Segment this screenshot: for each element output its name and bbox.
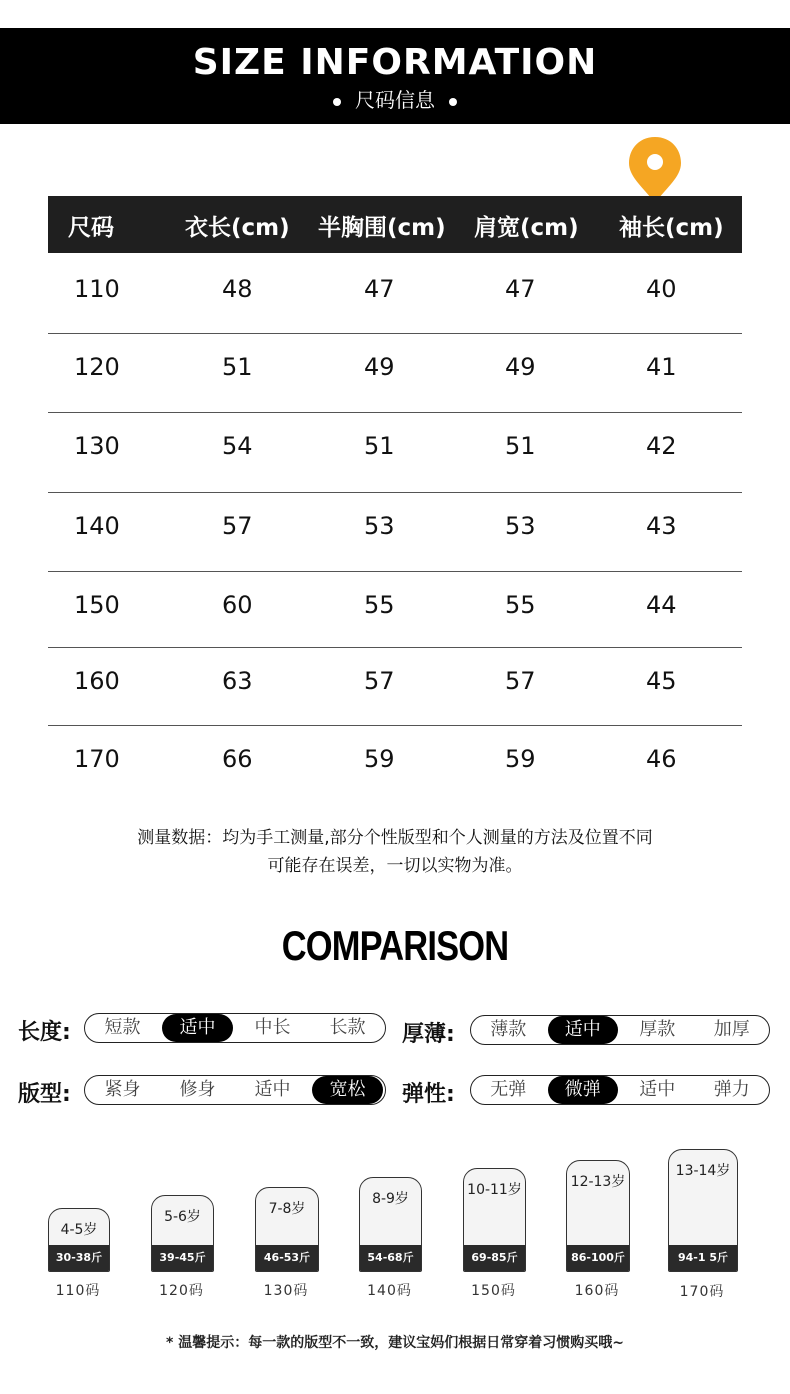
attribute-option: 适中 bbox=[162, 1014, 233, 1042]
attribute-option: 中长 bbox=[254, 1017, 291, 1038]
comparison-title: COMPARISON bbox=[281, 922, 509, 969]
attribute-option: 薄款 bbox=[490, 1019, 527, 1040]
attribute-scale bbox=[84, 1013, 386, 1043]
table-cell: 57 bbox=[505, 667, 536, 695]
table-cell: 47 bbox=[364, 275, 395, 303]
table-cell: 41 bbox=[646, 353, 677, 381]
bullet-dot-icon bbox=[333, 98, 341, 106]
table-cell: 63 bbox=[222, 667, 253, 695]
table-cell: 160 bbox=[74, 667, 120, 695]
table-cell: 55 bbox=[505, 591, 536, 619]
size-tag-weight: 69-85斤 bbox=[464, 1245, 525, 1271]
table-cell: 54 bbox=[222, 432, 253, 460]
size-tag-age: 5-6岁 bbox=[164, 1209, 201, 1225]
table-cell: 59 bbox=[505, 745, 536, 773]
attribute-option: 厚款 bbox=[639, 1019, 676, 1040]
attribute-label: 厚薄: bbox=[402, 1022, 455, 1047]
attribute-option: 宽松 bbox=[312, 1076, 383, 1104]
table-cell: 46 bbox=[646, 745, 677, 773]
table-cell: 55 bbox=[364, 591, 395, 619]
size-tag-weight: 54-68斤 bbox=[360, 1245, 421, 1271]
table-cell: 44 bbox=[646, 591, 677, 619]
table-row bbox=[48, 412, 742, 493]
location-pin-icon bbox=[627, 135, 683, 205]
page-title: SIZE INFORMATION bbox=[192, 42, 598, 83]
measurement-note-line2: 可能存在误差，一切以实物为准。 bbox=[267, 856, 523, 876]
table-cell: 120 bbox=[74, 353, 120, 381]
table-cell: 53 bbox=[364, 512, 395, 540]
size-tag-label: 110码 bbox=[55, 1283, 101, 1299]
table-header bbox=[48, 196, 742, 253]
size-tag-label: 150码 bbox=[471, 1283, 516, 1299]
size-tag-age: 13-14岁 bbox=[675, 1163, 731, 1179]
col-header-shoulder: 肩宽(cm) bbox=[474, 215, 579, 241]
size-tag-weight: 39-45斤 bbox=[152, 1245, 213, 1271]
attribute-option: 适中 bbox=[639, 1079, 676, 1100]
col-header-length: 衣长(cm) bbox=[185, 215, 290, 241]
col-header-sleeve: 袖长(cm) bbox=[619, 215, 724, 241]
size-tag-weight: 46-53斤 bbox=[256, 1245, 318, 1271]
table-cell: 150 bbox=[74, 591, 120, 619]
table-cell: 40 bbox=[646, 275, 677, 303]
table-cell: 48 bbox=[222, 275, 253, 303]
size-tag bbox=[151, 1195, 214, 1272]
size-tag-weight: 30-38斤 bbox=[49, 1245, 109, 1271]
table-cell: 60 bbox=[222, 591, 253, 619]
table-cell: 110 bbox=[74, 275, 120, 303]
attribute-scale bbox=[470, 1075, 770, 1105]
table-cell: 43 bbox=[646, 512, 677, 540]
size-tag bbox=[255, 1187, 319, 1272]
attribute-scale bbox=[470, 1015, 770, 1045]
size-tag bbox=[48, 1208, 110, 1272]
table-cell: 49 bbox=[505, 353, 536, 381]
measurement-note-line1: 测量数据：均为手工测量,部分个性版型和个人测量的方法及位置不同 bbox=[137, 828, 653, 848]
subtitle-text: 尺码信息 bbox=[355, 88, 435, 112]
table-cell: 59 bbox=[364, 745, 395, 773]
header-banner bbox=[0, 28, 790, 124]
table-cell: 51 bbox=[222, 353, 253, 381]
table-cell: 170 bbox=[74, 745, 120, 773]
table-cell: 47 bbox=[505, 275, 536, 303]
footer-tip: * 温馨提示：每一款的版型不一致，建议宝妈们根据日常穿着习惯购买哦~ bbox=[166, 1335, 624, 1351]
attribute-option: 无弹 bbox=[490, 1079, 527, 1100]
table-row bbox=[48, 647, 742, 726]
table-cell: 66 bbox=[222, 745, 253, 773]
attribute-option: 长款 bbox=[329, 1017, 366, 1038]
size-tag-age: 4-5岁 bbox=[60, 1222, 98, 1238]
table-cell: 51 bbox=[364, 432, 395, 460]
table-cell: 49 bbox=[364, 353, 395, 381]
table-row bbox=[48, 725, 742, 803]
attribute-option: 微弹 bbox=[548, 1076, 619, 1104]
attribute-option: 短款 bbox=[104, 1017, 141, 1038]
size-tag bbox=[566, 1160, 630, 1272]
size-tag-weight: 86-100斤 bbox=[567, 1245, 629, 1271]
size-tag-label: 140码 bbox=[367, 1283, 412, 1299]
size-tag-weight: 94-1 5斤 bbox=[669, 1245, 737, 1271]
attribute-option: 弹力 bbox=[713, 1079, 750, 1100]
table-row bbox=[48, 255, 742, 334]
attribute-option: 适中 bbox=[254, 1079, 291, 1100]
attribute-label: 版型: bbox=[18, 1082, 71, 1107]
table-cell: 140 bbox=[74, 512, 120, 540]
size-tag-label: 130码 bbox=[263, 1283, 309, 1299]
attribute-option: 紧身 bbox=[104, 1079, 141, 1100]
size-tag bbox=[359, 1177, 422, 1272]
table-cell: 42 bbox=[646, 432, 677, 460]
attribute-label: 弹性: bbox=[402, 1082, 455, 1107]
attribute-option: 修身 bbox=[179, 1079, 216, 1100]
col-header-chest: 半胸围(cm) bbox=[318, 215, 446, 241]
attribute-option: 适中 bbox=[548, 1016, 619, 1044]
table-cell: 57 bbox=[364, 667, 395, 695]
attribute-label: 长度: bbox=[18, 1020, 71, 1045]
table-cell: 45 bbox=[646, 667, 677, 695]
size-tag-age: 8-9岁 bbox=[372, 1191, 409, 1207]
size-tag-label: 160码 bbox=[574, 1283, 620, 1299]
bullet-dot-icon bbox=[449, 98, 457, 106]
size-tag bbox=[668, 1149, 738, 1272]
size-tag-label: 170码 bbox=[679, 1284, 725, 1300]
table-cell: 51 bbox=[505, 432, 536, 460]
table-row bbox=[48, 333, 742, 413]
col-header-size: 尺码 bbox=[68, 215, 114, 241]
page-subtitle bbox=[0, 84, 790, 113]
size-tag-age: 12-13岁 bbox=[570, 1174, 626, 1190]
table-row bbox=[48, 571, 742, 648]
table-cell: 53 bbox=[505, 512, 536, 540]
table-cell: 130 bbox=[74, 432, 120, 460]
size-tag-label: 120码 bbox=[159, 1283, 204, 1299]
size-tag-age: 10-11岁 bbox=[467, 1182, 522, 1198]
attribute-option: 加厚 bbox=[713, 1019, 750, 1040]
attribute-scale bbox=[84, 1075, 386, 1105]
size-tag bbox=[463, 1168, 526, 1272]
table-row bbox=[48, 492, 742, 572]
size-tag-age: 7-8岁 bbox=[268, 1201, 306, 1217]
table-cell: 57 bbox=[222, 512, 253, 540]
